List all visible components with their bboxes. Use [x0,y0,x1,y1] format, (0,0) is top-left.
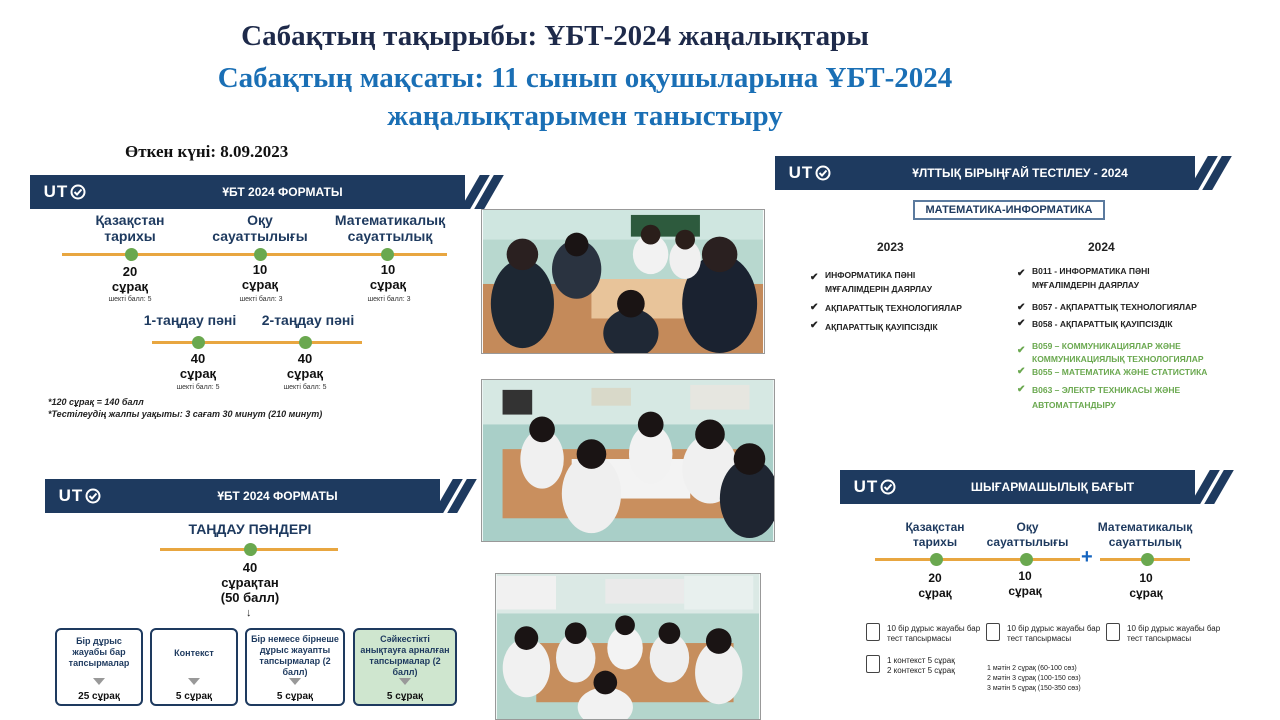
utc-logo: UT [775,156,845,190]
check-icon: ✔ [1017,318,1026,329]
classroom-photo [495,573,761,720]
subject-history-label: Қазақстан тарихы [95,212,165,244]
check-icon: ✔ [1017,268,1026,279]
document-icon [1106,623,1120,641]
elective-subtitle: ТАҢДАУ ПӘНДЕРІ [188,521,312,537]
timeline-dot [930,553,943,566]
lesson-goal-line2: жаңалықтарымен таныстыру [387,100,783,132]
task-count: 5 сұрақ [386,691,424,702]
list-2024-item: B011 - ИНФОРМАТИКА ПӘНІ МҰҒАЛІМДЕРІН ДАЯРЛАУ [1032,266,1150,290]
threshold: шекті балл: 5 [176,384,220,391]
task-box-single: Бір дұрыс жауабы бар тапсырмалар [55,628,143,706]
check-circle-icon [880,479,896,495]
task-count: 5 сұрақ [175,691,213,702]
threshold: шекті балл: 5 [283,384,327,391]
classroom-photo [481,379,775,542]
context-1: 1 контекст 5 сұрақ [887,656,955,665]
note-total-time: *Тестілеудің жалпы уақыты: 3 сағат 30 минут (210 минут) [48,409,323,419]
triangle-icon [399,678,411,685]
subject-math-count: 10 сұрақ [1129,571,1163,600]
list-new-item: B055 – МАТЕМАТИКА ЖӘНЕ СТАТИСТИКА [1032,367,1208,377]
timeline-dot [299,336,312,349]
slide4-banner [840,470,1195,504]
task-box-context: Контекст [150,628,238,706]
elective1-count: 40 сұрақ [179,351,217,381]
text-3: 3 мәтін 5 сұрақ (150-350 сөз) [987,685,1081,692]
task-box-matching: Сәйкестікті анықтауға арналған тапсырмалар (2 балл) [353,628,457,706]
triangle-icon [188,678,200,685]
check-icon: ✔ [810,302,819,313]
timeline-dot [254,248,267,261]
utc-logo: UT [30,175,100,209]
subject-history-label: Қазақстан тарихы [905,520,965,549]
check-icon: ✔ [1017,384,1026,395]
subject-math-label: Математикалық сауаттылық [334,212,446,244]
check-icon: ✔ [1017,345,1026,356]
list-new-item: B063 – ЭЛЕКТР ТЕХНИКАСЫ ЖӘНЕ АВТОМАТТАНДЫРУ [1032,385,1181,410]
subject-reading-count: 10 сұрақ [241,262,279,292]
triangle-icon [93,678,105,685]
list-2023-item: АҚПАРАТТЫҚ ТЕХНОЛОГИЯЛАР [825,303,962,313]
subject-reading-label: Оқу сауаттылығы [212,212,308,244]
note-total-points: *120 сұрақ = 140 балл [48,397,144,407]
slide4-title: ШЫҒАРМАШЫЛЫҚ БАҒЫТ [970,480,1135,494]
document-icon [866,655,880,673]
list-2023-item: ИНФОРМАТИКА ПӘНІ МҰҒАЛІМДЕРІН ДАЯРЛАУ [825,270,933,294]
subject-math-label: Математикалық сауаттылық [1097,520,1193,549]
task-desc: 10 бір дұрыс жауабы бар тест тапсырмасы [887,624,981,643]
slide3-title: ҰЛТТЫҚ БІРЫҢҒАЙ ТЕСТІЛЕУ - 2024 [912,166,1128,180]
classroom-photo [481,209,765,354]
list-new-item: B059 – КОММУНИКАЦИЯЛАР ЖӘНЕ КОММУНИКАЦИЯЛЫҚ ТЕХНОЛОГИЯЛАР [1032,341,1204,364]
timeline-dot [192,336,205,349]
list-2023-item: АҚПАРАТТЫҚ ҚАУІПСІЗДІК [825,322,938,332]
check-circle-icon [70,184,86,200]
list-2024-item: B057 - АҚПАРАТТЫҚ ТЕХНОЛОГИЯЛАР [1032,302,1197,312]
slide3-banner [775,156,1195,190]
check-icon: ✔ [1017,366,1026,377]
timeline-dot [381,248,394,261]
task-desc: 10 бір дұрыс жауабы бар тест тапсырмасы [1127,624,1221,643]
lesson-topic: Сабақтың тақырыбы: ҰБТ-2024 жаңалықтары [241,20,869,52]
document-icon [986,623,1000,641]
plus-icon: + [1081,546,1093,568]
list-2024-item: B058 - АҚПАРАТТЫҚ ҚАУІПСІЗДІК [1032,319,1173,329]
timeline-dot [244,543,257,556]
elective1-label: 1-таңдау пәні [143,312,237,328]
triangle-icon [289,678,301,685]
task-box-multiple: Бір немесе бірнеше дұрыс жауапты тапсырмалар (2 балл) [245,628,345,706]
subject-math-count: 10 сұрақ [369,262,407,292]
check-icon: ✔ [810,320,819,331]
timeline-dot [1020,553,1033,566]
threshold: шекті балл: 3 [367,296,411,303]
timeline-line [152,341,362,344]
lesson-goal-line1: Сабақтың мақсаты: 11 сынып оқушыларына ҰБТ-2024 [217,62,953,94]
timeline-dot [1141,553,1154,566]
elective2-label: 2-таңдау пәні [261,312,355,328]
document-icon [866,623,880,641]
check-circle-icon [815,165,831,181]
year-2023: 2023 [877,240,904,254]
task-count: 25 сұрақ [78,691,120,702]
slide2-title: ҰБТ 2024 ФОРМАТЫ [217,489,338,503]
subject-reading-count: 10 сұрақ [1008,569,1042,598]
timeline-dot [125,248,138,261]
arrow-down-icon: ↓ [246,607,252,619]
slide2-banner [45,479,440,513]
lesson-date: Өткен күні: 8.09.2023 [125,142,289,161]
elective-total: 40 сұрақтан (50 балл) [220,560,280,605]
timeline-line [875,558,1080,561]
subject-title-box: МАТЕМАТИКА-ИНФОРМАТИКА [913,200,1105,220]
check-icon: ✔ [1017,302,1026,313]
subject-history-count: 20 сұрақ [111,264,149,294]
text-1: 1 мәтін 2 сұрақ (60-100 сөз) [987,665,1077,672]
slide1-title: ҰБТ 2024 ФОРМАТЫ [222,185,343,199]
threshold: шекті балл: 3 [239,296,283,303]
elective2-count: 40 сұрақ [286,351,324,381]
subject-history-count: 20 сұрақ [918,571,952,600]
slide1-banner [30,175,465,209]
check-circle-icon [85,488,101,504]
threshold: шекті балл: 5 [108,296,152,303]
task-count: 5 сұрақ [276,691,314,702]
task-desc: 10 бір дұрыс жауабы бар тест тапсырмасы [1007,624,1101,643]
subject-reading-label: Оқу сауаттылығы [986,520,1069,549]
utc-logo: UT [45,479,115,513]
check-icon: ✔ [810,272,819,283]
utc-logo: UT [840,470,910,504]
text-2: 2 мәтін 3 сұрақ (100-150 сөз) [987,675,1081,682]
context-2: 2 контекст 5 сұрақ [887,666,955,675]
year-2024: 2024 [1088,240,1115,254]
